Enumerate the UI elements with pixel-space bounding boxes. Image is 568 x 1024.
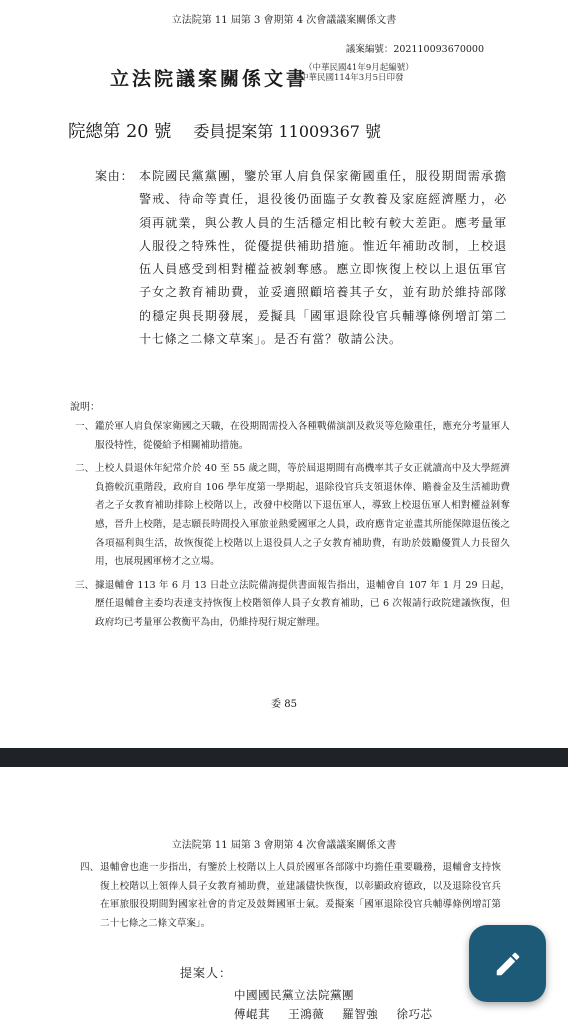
explanation-items: [77, 859, 501, 938]
proposer-label: 提案人：: [180, 966, 233, 980]
item-text: 鑑於軍人肩負保家衛國之天職，在役期間需投入各種戰備演訓及救災等危險重任，應充分考量軍人服役特性，從優給予相關補助措施。: [95, 421, 510, 451]
item-text: 退輔會也進一步指出，有鑒於上校階以上人員於國軍各部隊中均擔任重要職務，退輔會支持恢復上校階以上領俸人員子女教育補助費，並建議儘快恢復，以彰顯政府德政，以及退除役官兵在軍旅服役期間對國家社會的肯定及鼓舞國軍士氣。爰擬案「國軍退除役官兵輔導條例增訂第二十七條之二條文草案」。: [100, 862, 501, 929]
proposer-name: 王鴻薇: [288, 1007, 325, 1021]
proposer-name: 羅智強: [342, 1007, 379, 1021]
date-line-1: （中華民國41年9月起編號）: [304, 63, 414, 73]
doc-number: 議案編號：202110093670000: [345, 44, 484, 55]
doc-title: 立法院議案關係文書: [110, 68, 309, 90]
item-number: 一、: [75, 421, 95, 432]
explanation-item: [77, 859, 501, 933]
cause-section: [95, 165, 507, 351]
proposer-name: 徐巧芯: [396, 1007, 433, 1021]
item-number: 四、: [80, 862, 100, 873]
ref-sub: 委員提案第 11009367 號: [193, 122, 382, 141]
reference-line: [68, 118, 381, 143]
ref-main: 院總第 20 號: [68, 122, 172, 142]
explanation-label: 說明：: [70, 402, 100, 413]
item-number: 二、: [75, 463, 95, 475]
explanation-item: [72, 577, 510, 633]
edit-button[interactable]: [469, 925, 546, 1002]
proposer-party: 中國國民黨立法院黨團: [234, 988, 354, 1002]
page-separator: [0, 748, 568, 767]
cause-text: 本院國民黨黨團，鑒於軍人肩負保家衛國重任，服役期間需承擔警戒、待命等責任，退役後仍面臨子女教養及家庭經濟壓力，必須再就業，與公教人員的生活穩定相比較有較大差距。應考量軍人服役之特殊性，從優提供補助措施。惟近年補助改制，上校退伍人員感受到相對權益被剝奪感。應立即恢復上校以上退伍軍官子女之教育補助費，並妥適照顧培養其子女，並有助於維持部隊的穩定與長期發展，爰擬具「國軍退除役官兵輔導條例增訂第二十七條之二條文草案」。是否有當？敬請公決。: [139, 169, 507, 347]
page-header: 立法院第 11 屆第 3 會期第 4 次會議議案關係文書: [171, 15, 397, 26]
explanation-item: [72, 460, 510, 572]
page-header: 立法院第 11 屆第 3 會期第 4 次會議議案關係文書: [171, 840, 397, 851]
cause-label: 案由：: [95, 169, 134, 183]
item-text: 上校人員退休年紀常介於 40 至 55 歲之間，等於屆退期間有高機率其子女正就讀高中及大學經濟負擔較沉重階段，政府自 106 學年度第一學期起，退除役官兵支領退休俸、贍養金及生活補助費者之子女教育補助排除上校階以上，改發中校階以下退伍軍人，導致上校退伍軍人相對權益剝奪感，晉升上校階，是志願長時間投入軍旅並熱愛國軍之人員，政府應肯定並盡其所能保障退伍後之各項福利與生活，故恢復從上校階以上退役員人之子女教育補助費，有助於鼓勵優質人力長留久用，也展現國軍榜才之立場。: [95, 463, 510, 568]
proposer-names: [234, 1006, 446, 1022]
explanation-item: [72, 418, 510, 455]
explanation-items: [72, 418, 510, 638]
date-line-2: 中華民國114年3月5日印發: [300, 73, 404, 83]
proposer-name: 傅崐萁: [234, 1007, 270, 1021]
item-number: 三、: [75, 579, 95, 591]
item-text: 據退輔會 113 年 6 月 13 日赴立法院備詢提供書面報告指出，退輔會自 107 年 1 月 29 日起，歷任退輔會主委均表達支持恢復上校階領俸人員子女教育補助，已 6 次報請行政院建議恢復，但政府均已考量軍公教衡平為由，仍維持現行規定辦理。: [95, 579, 510, 628]
page-number: 委 85: [271, 699, 297, 710]
doc-dates: [300, 63, 414, 83]
pencil-icon: [493, 949, 523, 979]
